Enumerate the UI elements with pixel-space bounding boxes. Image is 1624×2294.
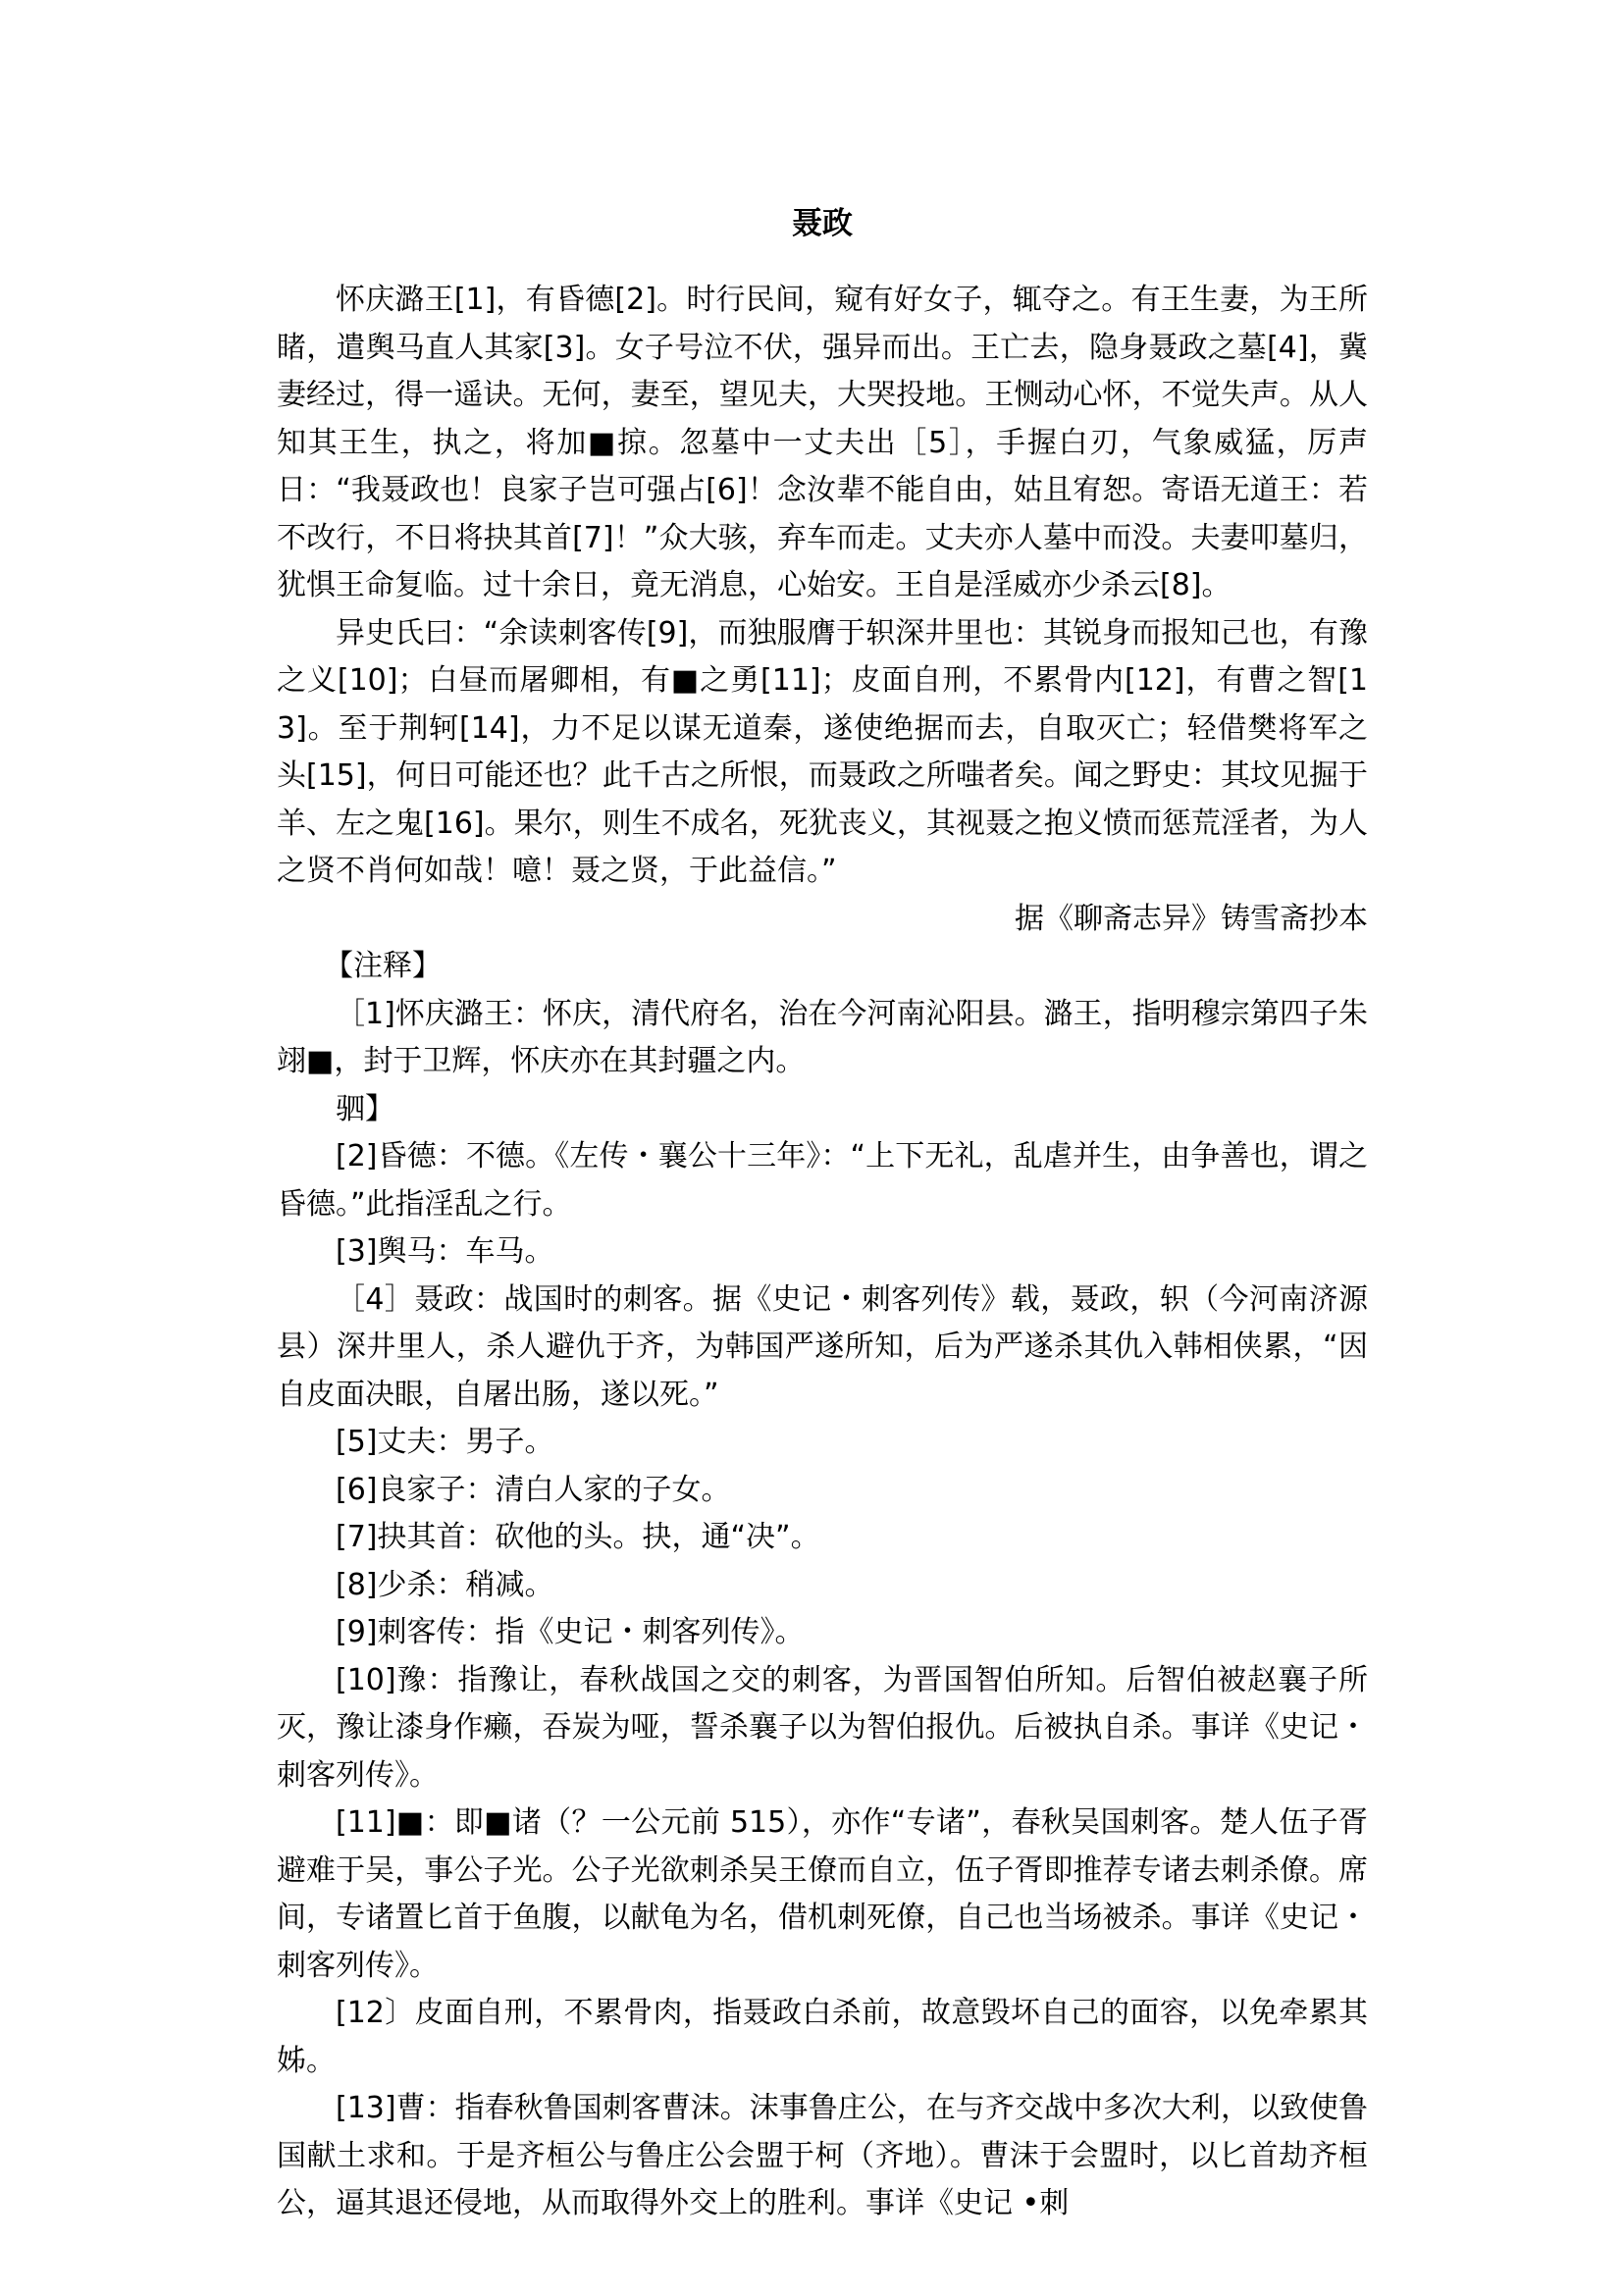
notes-heading: 【注释】 — [324, 949, 442, 983]
source-attribution: 据《聊斋志异》铸雪斋抄本 — [1015, 901, 1368, 936]
page-title: 聂政 — [792, 206, 853, 241]
commentary-paragraph: 异史氏曰：“余读刺客传[9]，而独服膺于轵深井里也：其锐身而报知己也，有豫之义[10]；白昼而屠卿相，有■之勇[11]；皮面自刑，不累骨内[12]，有曹之智[13]。至于荆轲[14]，力不足以谋无道秦，遂使绝据而去，自取灭亡；轻借樊将军之头[15]，何日可能还也？此千古之所恨，而聂政之所嗤者矣。闻之野史：其坟见掘于羊、左之鬼[16]。果尔，则生不成名，死犹丧义，其视聂之抱义愤而惩荒淫者，为人之贤不肖何如哉！噫！聂之贤，于此益信。” — [277, 615, 1368, 888]
note-item: [5]丈夫：男子。 — [336, 1425, 554, 1459]
note-item: [9]刺客传：指《史记・刺客列传》。 — [336, 1615, 805, 1649]
note-item: [8]少杀：稍减。 — [336, 1567, 554, 1602]
note-item: [10]豫：指豫让，春秋战国之交的刺客，为晋国智伯所知。后智伯被赵襄子所灭，豫让漆身作癞，吞炭为哑，誓杀襄子以为智伯报仇。后被执自杀。事详《史记・刺客列传》。 — [277, 1662, 1368, 1793]
note-item: [6]良家子：清白人家的子女。 — [336, 1472, 731, 1507]
note-item: [3]舆马：车马。 — [336, 1234, 554, 1269]
note-item: ［1]怀庆潞王：怀庆，清代府名，治在今河南沁阳县。潞王，指明穆宗第四子朱翊■，封于卫辉，怀庆亦在其封疆之内。 — [277, 996, 1368, 1078]
note-item: [11]■：即■诸（？一公元前 515），亦作“专诸”，春秋吴国刺客。楚人伍子胥避难于吴，事公子光。公子光欲刺杀吴王僚而自立，伍子胥即推荐专诸去刺杀僚。席间，专诸置匕首于鱼腹，以献龟为名，借机刺死僚，自己也当场被杀。事详《史记・刺客列传》。 — [277, 1805, 1368, 1983]
note-item: [2]昏德：不德。《左传・襄公十三年》：“上下无礼，乱虐并生，由争善也，谓之昏德。”此指淫乱之行。 — [277, 1139, 1368, 1222]
note-item: 驷】 — [336, 1091, 394, 1126]
story-paragraph: 怀庆潞王[1]，有昏德[2]。时行民间，窥有好女子，辄夺之。有王生妻，为王所睹，遣舆马直人其家[3]。女子号泣不伏，强异而出。王亡去，隐身聂政之墓[4]，冀妻经过，得一遥诀。无何，妻至，望见夫，大哭投地。王恻动心怀，不觉失声。从人知其王生，执之，将加■掠。忽墓中一丈夫出［5］，手握白刃，气象威猛，厉声日：“我聂政也！良家子岂可强占[6]！念汝辈不能自由，姑且宥恕。寄语无道王：若不改行，不日将抉其首[7]！”众大骇，弃车而走。丈夫亦人墓中而没。夫妻叩墓归，犹惧王命复临。过十余日，竟无消息，心始安。王自是淫威亦少杀云[8]。 — [277, 283, 1368, 602]
note-item: [13]曹：指春秋鲁国刺客曹沫。沫事鲁庄公，在与齐交战中多次大利，以致使鲁国献土求和。于是齐桓公与鲁庄公会盟于柯（齐地）。曹沫于会盟时，以匕首劫齐桓公，逼其退还侵地，从而取得外交上的胜利。事详《史记 •刺 — [277, 2091, 1368, 2220]
note-item: [7]抉其首：砍他的头。抉，通“决”。 — [336, 1520, 820, 1554]
document-page — [277, 194, 1368, 2228]
note-item: [12〕皮面自刑，不累骨肉，指聂政白杀前，故意毁坏自己的面容，以免牵累其姊。 — [277, 1996, 1368, 2078]
note-item: ［4］聂政：战国时的刺客。据《史记・刺客列传》载，聂政，轵（今河南济源县）深井里人，杀人避仇于齐，为韩国严遂所知，后为严遂杀其仇入韩相侠累，“因自皮面决眼，自屠出肠，遂以死。” — [277, 1281, 1368, 1412]
